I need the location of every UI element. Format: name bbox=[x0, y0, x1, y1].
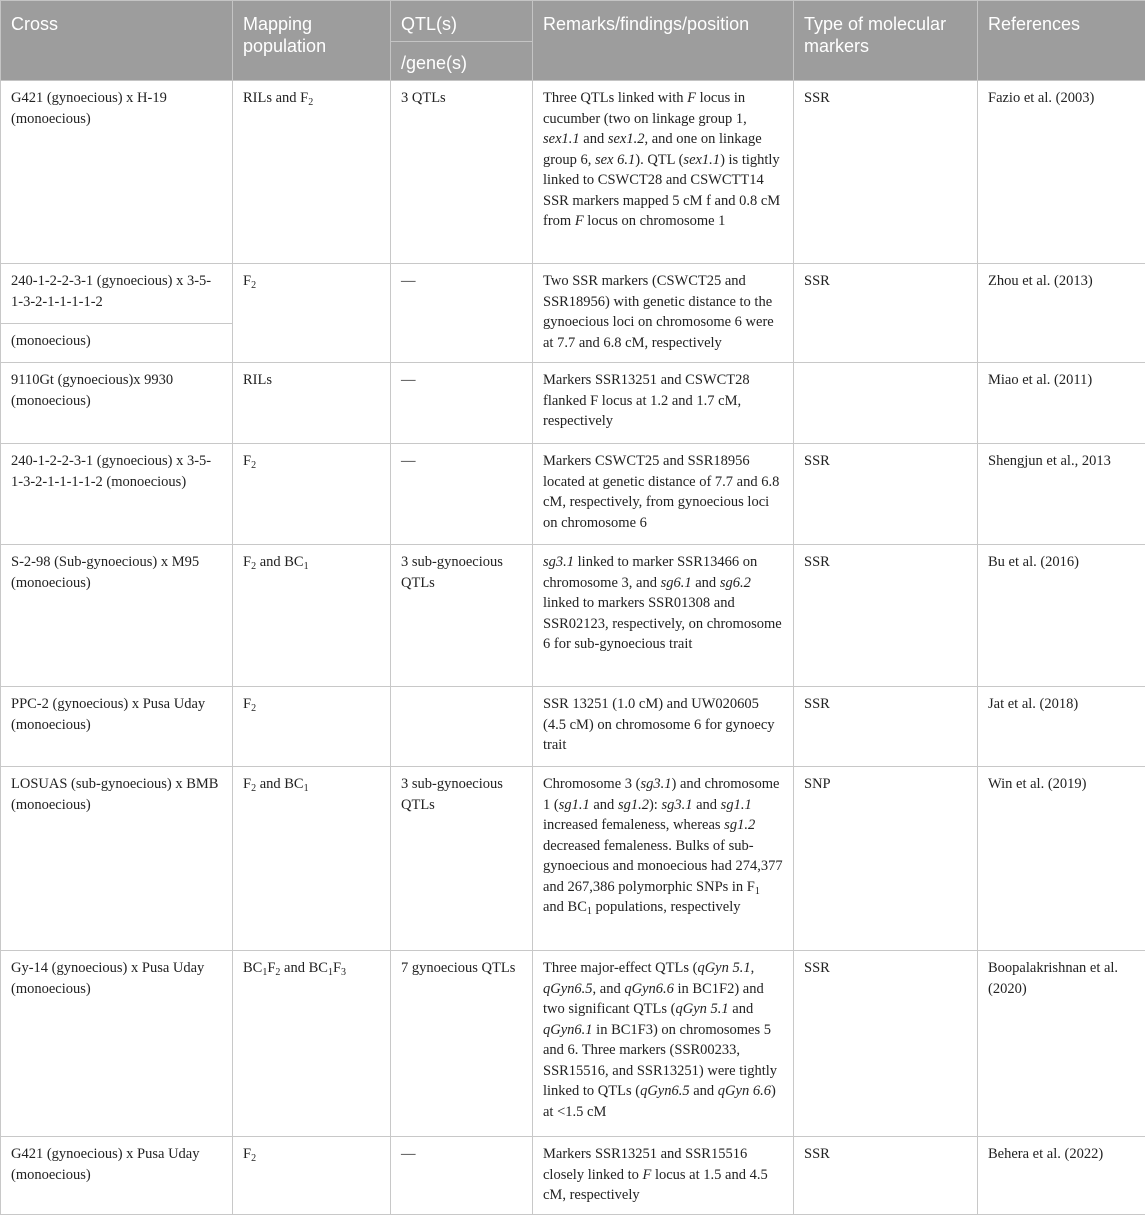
italic-text: sg1.1 bbox=[558, 796, 590, 813]
text-run: decreased femaleness. Bulks of sub-gynoecious and monoecious had 274,377 and 267,386 polymorphic SNPs in F bbox=[543, 837, 783, 895]
cross-cell: 9110Gt (gynoecious)x 9930 (monoecious) bbox=[1, 363, 233, 444]
table-row bbox=[1, 1137, 1145, 1215]
text-run: F bbox=[243, 696, 252, 712]
text-run: ) is tightly linked to CSWCT28 and CSWCTT14 SSR markers mapped 5 cM f and 0.8 cM from bbox=[543, 151, 781, 229]
text-run: and bbox=[728, 1001, 754, 1017]
table-row bbox=[1, 363, 1145, 444]
text-run: and BC bbox=[256, 776, 304, 792]
text-run: F bbox=[243, 554, 252, 570]
text-run: and BC bbox=[280, 960, 328, 976]
reference-cell: Behera et al. (2022) bbox=[978, 1137, 1145, 1215]
cross-cell: Gy-14 (gynoecious) x Pusa Uday (monoecious) bbox=[1, 951, 233, 1137]
population-cell bbox=[233, 363, 391, 444]
cross-cell: LOSUAS (sub-gynoecious) x BMB (monoecious) bbox=[1, 767, 233, 951]
header-genes: /gene(s) bbox=[391, 42, 533, 81]
cross-cell: S-2-98 (Sub-gynoecious) x M95 (monoecious) bbox=[1, 545, 233, 687]
subscript-text: 1 bbox=[303, 783, 309, 794]
cross-cell-continuation: (monoecious) bbox=[1, 324, 233, 363]
cross-cell: PPC-2 (gynoecious) x Pusa Uday (monoecious) bbox=[1, 687, 233, 767]
italic-text: sg6.2 bbox=[719, 574, 751, 591]
text-run: Markers CSWCT25 and SSR18956 located at genetic distance of 7.7 and 6.8 cM, respectively, from gynoecious loci on chromosome 6 bbox=[543, 453, 780, 531]
text-run: Chromosome 3 ( bbox=[543, 776, 641, 792]
text-run: F bbox=[267, 960, 276, 976]
italic-text: qGyn6.5 bbox=[640, 1083, 690, 1099]
italic-text: sg3.1 bbox=[640, 776, 672, 792]
italic-text: F bbox=[642, 1166, 652, 1183]
subscript-text: 1 bbox=[754, 885, 760, 897]
subscript-text: 3 bbox=[341, 967, 347, 978]
subscript-text: 2 bbox=[275, 967, 281, 978]
header-remarks: Remarks/findings/position bbox=[533, 1, 794, 81]
markers-cell: SSR bbox=[794, 444, 978, 545]
population-cell bbox=[233, 951, 391, 1137]
italic-text: qGyn6.6 bbox=[624, 980, 674, 997]
italic-text: sg3.1 bbox=[543, 554, 575, 570]
text-run: Three QTLs linked with bbox=[543, 90, 688, 106]
text-run: and BC bbox=[256, 554, 304, 570]
text-run: F bbox=[243, 1146, 252, 1162]
table-row bbox=[1, 264, 1145, 324]
subscript-text: 2 bbox=[251, 561, 257, 572]
cross-cell: G421 (gynoecious) x Pusa Uday (monoecious) bbox=[1, 1137, 233, 1215]
reference-cell: Zhou et al. (2013) bbox=[978, 264, 1145, 363]
qtls-cell bbox=[391, 687, 533, 767]
text-run: and bbox=[589, 796, 618, 813]
text-run: Markers SSR13251 and CSWCT28 flanked F locus at 1.2 and 1.7 cM, respectively bbox=[543, 372, 750, 429]
markers-cell: SSR bbox=[794, 264, 978, 363]
cross-cell: 240-1-2-2-3-1 (gynoecious) x 3-5-1-3-2-1-1-1-1-2 bbox=[1, 264, 233, 324]
text-run: locus at 1.5 and 4.5 cM, respectively bbox=[543, 1166, 768, 1203]
markers-cell: SSR bbox=[794, 81, 978, 264]
text-run: RILs bbox=[243, 372, 272, 388]
population-cell bbox=[233, 264, 391, 363]
text-run: ). QTL ( bbox=[635, 151, 684, 168]
table-row bbox=[1, 81, 1145, 264]
population-cell bbox=[233, 687, 391, 767]
text-run: RILs and F bbox=[243, 90, 309, 106]
italic-text: sg1.2 bbox=[724, 817, 756, 833]
remarks-cell bbox=[533, 81, 794, 264]
subscript-text: 2 bbox=[251, 460, 257, 471]
text-run: linked to marker SSR13466 on chromosome 3, and bbox=[543, 554, 758, 591]
text-run: and bbox=[692, 796, 721, 813]
italic-text: F bbox=[687, 90, 697, 106]
italic-text: sg3.1 bbox=[661, 796, 693, 813]
markers-cell: SSR bbox=[794, 951, 978, 1137]
header-cross: Cross bbox=[1, 1, 233, 81]
text-run: ) and chromosome 1 ( bbox=[543, 776, 780, 813]
population-cell bbox=[233, 81, 391, 264]
remarks-cell bbox=[533, 951, 794, 1137]
text-run: populations, respectively bbox=[591, 899, 741, 915]
italic-text: sg1.1 bbox=[720, 796, 752, 813]
qtls-cell: — bbox=[391, 1137, 533, 1215]
text-run: locus on chromosome 1 bbox=[583, 213, 726, 229]
text-run: Two SSR markers (CSWCT25 and SSR18956) with genetic distance to the gynoecious loci on chromosome 6 were at 7.7 and 6.8 cM, respectively bbox=[543, 273, 774, 351]
remarks-cell bbox=[533, 363, 794, 444]
qtls-cell: 3 sub-gynoecious QTLs bbox=[391, 545, 533, 687]
cross-cell: G421 (gynoecious) x H-19 (monoecious) bbox=[1, 81, 233, 264]
markers-cell: SSR bbox=[794, 1137, 978, 1215]
text-run: and BC bbox=[543, 899, 587, 915]
header-markers: Type of molecular markers bbox=[794, 1, 978, 81]
table-row bbox=[1, 687, 1145, 767]
markers-cell bbox=[794, 363, 978, 444]
italic-text: qGyn 5.1 bbox=[697, 960, 751, 976]
reference-cell: Boopalakrishnan et al. (2020) bbox=[978, 951, 1145, 1137]
header-qtls: QTL(s) bbox=[391, 1, 533, 42]
text-run: locus in cucumber (two on linkage group 1, bbox=[543, 90, 747, 127]
text-run: Three major-effect QTLs ( bbox=[543, 960, 698, 976]
text-run: , and bbox=[592, 980, 625, 997]
table-row bbox=[1, 767, 1145, 951]
markers-cell: SSR bbox=[794, 545, 978, 687]
qtls-cell: 3 sub-gynoecious QTLs bbox=[391, 767, 533, 951]
text-run: F bbox=[243, 453, 252, 469]
cross-cell: 240-1-2-2-3-1 (gynoecious) x 3-5-1-3-2-1-1-1-1-2 (monoecious) bbox=[1, 444, 233, 545]
table-row bbox=[1, 444, 1145, 545]
italic-text: qGyn6.5 bbox=[543, 980, 593, 997]
population-cell bbox=[233, 444, 391, 545]
text-run: ) at <1.5 cM bbox=[543, 1083, 776, 1120]
italic-text: sex1.1 bbox=[543, 131, 580, 147]
subscript-text: 2 bbox=[251, 280, 257, 291]
text-run: Markers SSR13251 and SSR15516 closely linked to bbox=[543, 1146, 748, 1183]
italic-text: qGyn 6.6 bbox=[717, 1083, 771, 1099]
italic-text: sex1.2 bbox=[607, 131, 645, 147]
reference-cell: Win et al. (2019) bbox=[978, 767, 1145, 951]
subscript-text: 2 bbox=[251, 1153, 257, 1164]
remarks-cell bbox=[533, 767, 794, 951]
text-run: F bbox=[243, 273, 252, 289]
text-run: , and one on linkage group 6, bbox=[543, 131, 762, 168]
markers-cell: SSR bbox=[794, 687, 978, 767]
text-run: in BC1F2) and two significant QTLs ( bbox=[543, 980, 764, 1017]
qtls-cell: — bbox=[391, 444, 533, 545]
qtls-cell: 7 gynoecious QTLs bbox=[391, 951, 533, 1137]
population-cell bbox=[233, 1137, 391, 1215]
remarks-cell bbox=[533, 264, 794, 363]
reference-cell: Miao et al. (2011) bbox=[978, 363, 1145, 444]
subscript-text: 2 bbox=[251, 783, 257, 794]
markers-cell: SNP bbox=[794, 767, 978, 951]
text-run: ): bbox=[648, 796, 662, 813]
italic-text: sg6.1 bbox=[660, 574, 692, 591]
italic-text: sex1.1 bbox=[683, 151, 721, 168]
text-run: , bbox=[750, 960, 755, 976]
remarks-cell bbox=[533, 687, 794, 767]
subscript-text: 1 bbox=[262, 967, 268, 978]
header-references: References bbox=[978, 1, 1145, 81]
header-row bbox=[1, 1, 1145, 42]
text-run: increased femaleness, whereas bbox=[543, 817, 725, 833]
italic-text: qGyn6.1 bbox=[543, 1021, 593, 1038]
reference-cell: Jat et al. (2018) bbox=[978, 687, 1145, 767]
remarks-cell bbox=[533, 545, 794, 687]
text-run: BC bbox=[243, 960, 263, 976]
reference-cell: Fazio et al. (2003) bbox=[978, 81, 1145, 264]
italic-text: sg1.2 bbox=[617, 796, 649, 813]
text-run: F bbox=[332, 960, 342, 976]
subscript-text: 2 bbox=[308, 97, 314, 108]
population-cell bbox=[233, 767, 391, 951]
subscript-text: 2 bbox=[251, 703, 257, 714]
italic-text: sex 6.1 bbox=[594, 151, 636, 168]
reference-cell: Bu et al. (2016) bbox=[978, 545, 1145, 687]
table-row bbox=[1, 951, 1145, 1137]
qtls-cell: — bbox=[391, 264, 533, 363]
subscript-text: 1 bbox=[586, 906, 592, 917]
subscript-text: 1 bbox=[303, 561, 309, 572]
text-run: in BC1F3) on chromosomes 5 and 6. Three markers (SSR00233, SSR15516, and SSR13251) were tightly linked to QTLs ( bbox=[543, 1021, 778, 1099]
qtls-cell: — bbox=[391, 363, 533, 444]
text-run: and bbox=[691, 574, 720, 591]
italic-text: F bbox=[574, 213, 584, 229]
text-run: F bbox=[243, 776, 252, 792]
population-cell bbox=[233, 545, 391, 687]
subscript-text: 1 bbox=[327, 967, 333, 978]
qtls-cell: 3 QTLs bbox=[391, 81, 533, 264]
remarks-cell bbox=[533, 1137, 794, 1215]
header-mapping-population: Mapping population bbox=[233, 1, 391, 81]
text-run: and bbox=[579, 131, 608, 147]
table-row bbox=[1, 545, 1145, 687]
italic-text: qGyn 5.1 bbox=[675, 1001, 729, 1017]
text-run: and bbox=[689, 1083, 718, 1099]
text-run: linked to markers SSR01308 and SSR02123, respectively, on chromosome 6 for sub-gynoecious trait bbox=[543, 595, 782, 652]
remarks-cell bbox=[533, 444, 794, 545]
reference-cell: Shengjun et al., 2013 bbox=[978, 444, 1145, 545]
text-run: SSR 13251 (1.0 cM) and UW020605 (4.5 cM) on chromosome 6 for gynoecy trait bbox=[543, 696, 775, 753]
